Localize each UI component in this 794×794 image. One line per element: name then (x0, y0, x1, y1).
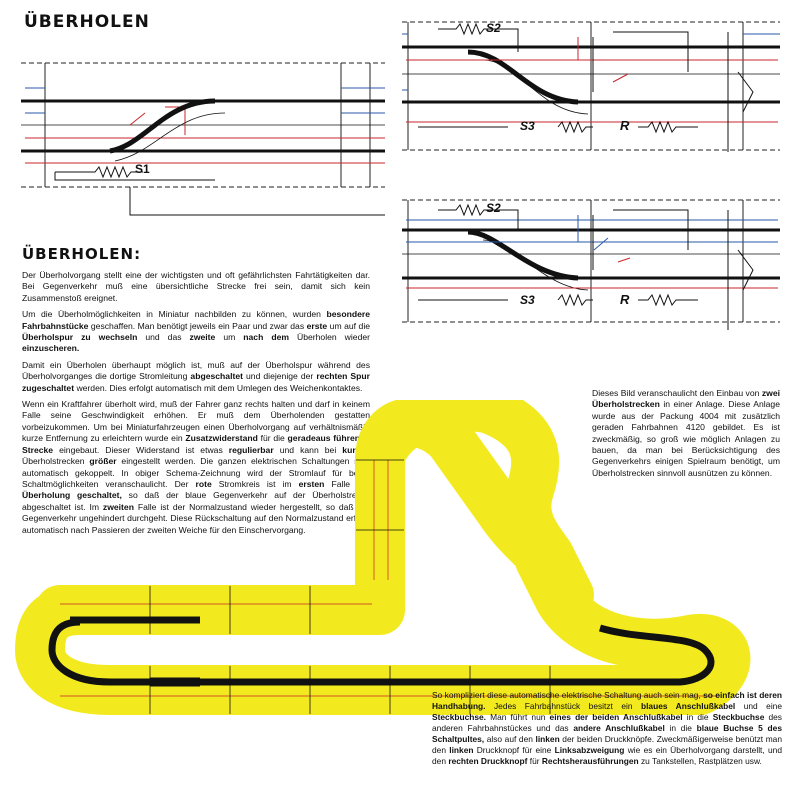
label-s1: S1 (135, 162, 150, 176)
switch-lane (110, 101, 215, 151)
track-yellow-band (40, 407, 725, 690)
caption-right-text: Dieses Bild veranschaulicht den Einbau von zwei Überholstrecken in einer Anlage. Diese Anlage wurde aus der Packung 4004 mit zusätzlich geraden Fahrbahnen 4120 gebildet. Es ist zweckmäßig, so groß wie möglich Anlagen zu bauen, da man bei Berücksichtigung des Gegenverkehrs einigen Spielraum benötigt, um Überholstrecken sinnvoll ausnützen zu können. (592, 388, 780, 478)
label-r-top: R (620, 118, 630, 133)
paragraph: Der Überholvorgang stellt eine der wichtigsten und oft gefährlichsten Fahrtätigkeiten dar. Bei Gegenverkehr muß eine übersichtliche Strecke frei sein, damit sich kein Zusammenstoß ereignet. (22, 270, 370, 303)
label-s2-bottom: S2 (486, 201, 501, 215)
title-top: ÜBERHOLEN (24, 12, 150, 32)
lane-lines (21, 101, 385, 151)
title-main: ÜBERHOLEN: (22, 245, 142, 263)
paragraph: Um die Überholmöglichkeiten in Miniatur nachbilden zu können, wurden besondere Fahrbahnstücke geschaffen. Man benötigt jeweils ein Paar und zwar das erste um auf die Überholspur zu wechseln und das zweite um nach dem Überholen wieder einzuscheren. (22, 309, 371, 354)
label-s2-top: S2 (486, 21, 501, 35)
caption-bottom (432, 690, 782, 772)
paragraph: Damit ein Überholen überhaupt möglich ist, muß auf der Überholspur während des Überholvorganges die dortige Stromleitung abgeschaltet und diejenige der rechten Spur zugeschaltet werden. Dies erfolgt automatisch mit dem Umlegen des Weichenkontaktes. (22, 359, 371, 393)
caption-bottom-text: So kompliziert diese automatische elektrische Schaltung auch sein mag, so einfach ist deren Handhabung. Jedes Fahrbahnstück besitzt ein blaues Anschlußkabel und eine Steckbuchse. Man führt nun eines der beiden Anschlußkabel in die Steckbuchse des anderen Fahrbahnstückes und das andere Anschlußkabel in die blaue Buchse 5 des Schaltpultes, also auf den linken der beiden Druckknöpfe. Zweckmäßigerweise benützt man den linken Druckknopf für eine Linksabzweigung wie es ein Überholvorgang darstellt, und den rechten Druckknopf für Rechtsherausführungen zu Tankstellen, Rastplätzen usw. (432, 690, 782, 766)
schematic-top-left (15, 55, 387, 225)
connector-line (130, 187, 385, 215)
label-r-bottom: R (620, 292, 630, 307)
schematic-top-right (398, 12, 784, 170)
paragraph: Wenn ein Kraftfahrer überholt wird, muß der Fahrer ganz rechts halten und darf in keinem Falle seine Geschwindigkeit erhöhen. Er muß dem Überholenden gestatten vorbeizukommen. Um bei Miniaturfahrzeugen einen Überholvorgang auf verhältnismäßig kurze Entfernung zu erleichtern wurde ein Zusatzwiderstand für die geradeaus führende Strecke eingebaut. Dieser Widerstand ist etwas regulierbar und kann bei kurzen Überholstrecken größer eingestellt werden. Die ganzen elektrischen Schaltungen sind automatisch gekoppelt. In obiger Schema-Zeichnung wird der Stromlauf für beide Schaltmöglichkeiten veranschaulicht. Der rote Stromkreis ist im ersten Falle auf Überholung geschaltet, so daß der blaue Gegenverkehr auf der Überholstrecke abgeschaltet ist. Im zweiten Falle ist der Normalzustand wieder hergestellt, so daß der Gegenverkehr ungehindert durchgeht. Diese Rückschaltung auf den Normalzustand erfolgt automatisch nach Passieren der zweiten Weiche für den Einschervorgang. (22, 399, 370, 535)
schematic-bottom-right (398, 190, 784, 340)
label-s3-bottom: S3 (520, 293, 535, 307)
label-s3-top: S3 (520, 119, 535, 133)
